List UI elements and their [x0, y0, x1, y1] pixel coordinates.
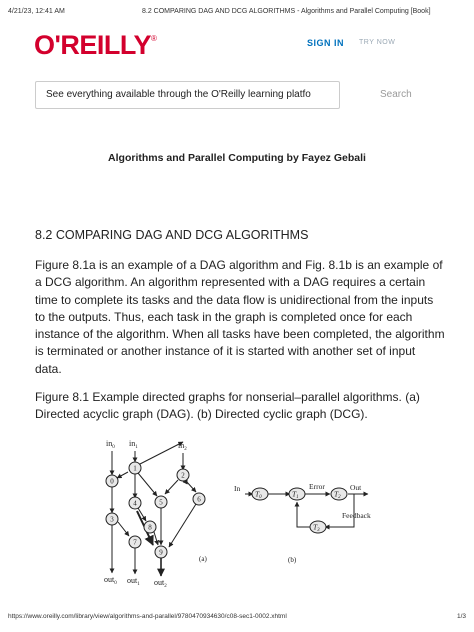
paragraph-text: a is an example of a DAG algorithm and Fig. — [89, 258, 329, 272]
figure-ref-link[interactable]: 8.1 — [72, 258, 90, 272]
oreilly-logo[interactable] — [34, 30, 156, 61]
dag-node-label: 3 — [110, 515, 114, 524]
body-paragraph — [35, 257, 445, 378]
dag-input-label: $in_1$ — [129, 439, 138, 450]
dag-node-label: 9 — [159, 548, 163, 557]
dag-node-label: 5 — [159, 498, 163, 507]
print-footer — [8, 613, 466, 623]
dag-input-label: $in_0$ — [106, 439, 115, 450]
dcg-node-label: $T_2$ — [334, 489, 341, 500]
figure-caption — [35, 389, 445, 424]
dag-node-label: 2 — [181, 471, 185, 480]
dcg-node-label: $T_3$ — [313, 522, 320, 533]
dcg-out-label: Out — [350, 483, 362, 492]
dcg-nodes — [252, 488, 347, 533]
dag-io-labels — [104, 439, 207, 589]
dcg-panel-label: (b) — [288, 556, 297, 564]
caption-label: Figure 8.1 — [35, 390, 90, 404]
dag-output-label: out$_0$ — [104, 575, 117, 586]
dag-input-label: $in_2$ — [178, 441, 187, 452]
sign-in-link[interactable]: SIGN IN — [307, 38, 345, 48]
book-title: Algorithms and Parallel Computing by Fayez Gebali — [108, 152, 366, 164]
dag-output-label: out$_2$ — [154, 578, 167, 589]
print-url: https://www.oreilly.com/library/view/algorithms-and-parallel/9780470934630/c08-sec1-0002.xhtml — [8, 613, 287, 620]
dag-node-label: 1 — [133, 464, 137, 473]
paragraph-text: Figure — [35, 258, 73, 272]
dag-node-label: 8 — [148, 523, 152, 532]
dag-node-label: 4 — [133, 499, 137, 508]
dag-node-label: 0 — [110, 477, 114, 486]
search-button[interactable]: Search — [380, 89, 412, 100]
search-input[interactable]: See everything available through the O'Reilly learning platfo — [35, 81, 340, 109]
try-now-link[interactable]: TRY NOW — [359, 39, 396, 46]
figure-8-1 — [98, 432, 388, 595]
print-page-title: 8.2 COMPARING DAG AND DCG ALGORITHMS - Algorithms and Parallel Computing [Book] — [142, 8, 431, 15]
section-title: 8.2 COMPARING DAG AND DCG ALGORITHMS — [35, 228, 309, 242]
dag-panel-label: (a) — [199, 555, 207, 563]
print-header — [8, 8, 466, 20]
dcg-error-label: Error — [309, 482, 325, 491]
paragraph-text: b is an example of a DCG algorithm. An algorithm represented with a DAG requires a certain time to complete its tasks and the data flow is unidirectional from the inputs to the outputs. Thus, each task in the graph is completed once for each instance of the algorithm. When all tasks have been completed, the algorithm is terminated or another instance of it is started with another set of input data. — [35, 258, 445, 376]
dag-edges — [112, 442, 196, 576]
dcg-in-label: In — [234, 484, 241, 493]
dag-node-label: 7 — [133, 538, 137, 547]
figure-ref-link[interactable]: 8.1 — [328, 258, 346, 272]
caption-text: Example directed graphs for nonserial–parallel algorithms. (a) Directed acyclic graph (DAG). (b) Directed cyclic graph (DCG). — [35, 390, 420, 422]
registered-mark: ® — [150, 34, 157, 43]
dcg-feedback-label: Feedback — [342, 511, 371, 520]
print-date: 4/21/23, 12:41 AM — [8, 8, 65, 15]
figure-diagram — [98, 432, 388, 590]
dag-output-label: out$_1$ — [127, 576, 140, 587]
dcg-node-label: $T_1$ — [292, 489, 299, 500]
logo-text: O'REILLY — [34, 30, 151, 60]
dag-node-label: 6 — [197, 495, 201, 504]
dcg-node-label: $T_0$ — [255, 489, 262, 500]
print-page-number: 1/3 — [456, 613, 466, 620]
